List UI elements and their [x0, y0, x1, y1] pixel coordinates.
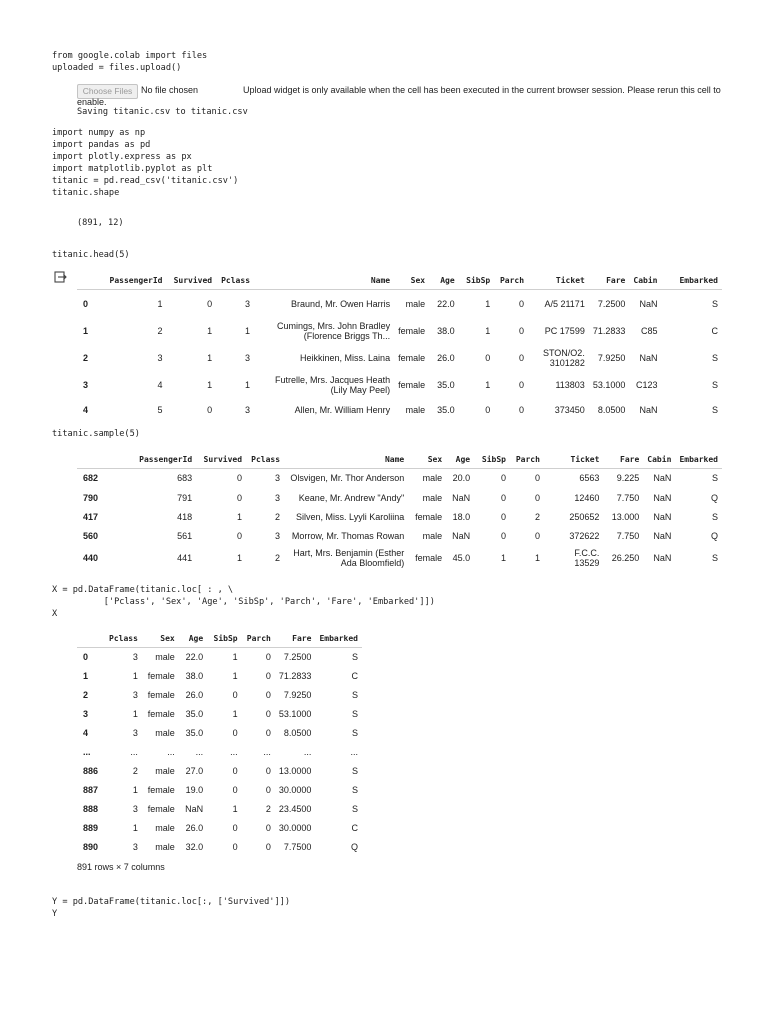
table-row	[77, 290, 722, 319]
table-cell: 45.0	[452, 553, 471, 563]
table-cell: 71.2833	[278, 671, 312, 681]
table-cell: C85	[640, 326, 658, 336]
table-cell: 1	[132, 709, 138, 719]
table-cell: 38.0	[437, 326, 455, 336]
table-cell: ...	[263, 747, 271, 757]
table-cell: male	[155, 766, 175, 776]
table-cell: 7.2500	[283, 652, 312, 663]
table-cell: 0	[232, 690, 238, 700]
row-index: 417	[83, 512, 99, 522]
table-row	[77, 508, 722, 527]
column-header: Pclass	[246, 450, 284, 469]
column-header: Sex	[408, 450, 446, 469]
table-cell: 683	[177, 473, 193, 484]
table-cell: 1	[245, 326, 251, 336]
table-cell: 13.0000	[278, 766, 312, 776]
table-cell: 1	[207, 380, 213, 390]
row-index: 1	[83, 326, 89, 336]
table-cell: Olsvigen, Mr. Thor Anderson	[290, 473, 405, 484]
column-header: PassengerId	[117, 450, 197, 469]
table-cell: NaN	[185, 804, 204, 814]
column-header: Survived	[196, 450, 246, 469]
saving-message: Saving titanic.csv to titanic.csv	[77, 107, 248, 117]
table-row	[77, 648, 362, 667]
table-cell: 3	[275, 531, 281, 541]
table-cell: S	[351, 785, 358, 795]
table-cell: 0	[519, 405, 525, 415]
table-row	[77, 819, 362, 838]
row-index: 4	[83, 728, 89, 738]
table-cell: S	[351, 804, 358, 814]
features-dataframe-table	[77, 629, 362, 857]
table-cell: 3	[275, 492, 281, 503]
table-cell: 3	[245, 353, 251, 363]
table-cell: 561	[177, 531, 193, 541]
table-cell: NaN	[653, 531, 672, 541]
table-cell: C	[711, 326, 718, 336]
table-cell: 0	[265, 785, 271, 795]
table-cell: 26.0	[185, 823, 204, 833]
table-cell: S	[711, 353, 718, 363]
row-index: 0	[83, 652, 89, 663]
table-cell: 35.0	[185, 728, 204, 738]
code-cell-target[interactable]: Y = pd.DataFrame(titanic.loc[:, ['Survived']]) Y	[52, 897, 290, 919]
row-index: 2	[83, 690, 89, 700]
table-cell: 2	[265, 804, 271, 814]
table-cell: 22.0	[437, 299, 455, 310]
table-cell: C123	[635, 380, 658, 390]
table-cell: male	[155, 842, 175, 852]
table-cell: 1	[132, 671, 138, 681]
table-row	[77, 705, 362, 724]
column-header: Fare	[275, 629, 316, 648]
table-cell: 2	[534, 512, 540, 522]
column-header: Pclass	[216, 271, 254, 290]
table-cell: 1	[232, 804, 238, 814]
table-cell: 0	[485, 405, 491, 415]
table-cell: NaN	[639, 299, 658, 310]
table-cell: ...	[350, 747, 358, 757]
table-row	[77, 527, 722, 546]
table-row	[77, 667, 362, 686]
table-cell: 30.0000	[278, 823, 312, 833]
table-cell: S	[351, 728, 358, 738]
code-cell-sample[interactable]: titanic.sample(5)	[52, 429, 140, 439]
table-cell: 20.0	[452, 473, 471, 484]
column-header: Cabin	[643, 450, 675, 469]
row-index: 560	[83, 531, 99, 541]
row-index: 4	[83, 405, 89, 415]
column-header: PassengerId	[106, 271, 167, 290]
table-cell: 3	[132, 842, 138, 852]
table-cell: Q	[710, 531, 718, 541]
table-cell: male	[422, 492, 443, 503]
table-cell: 6563	[579, 473, 600, 484]
table-cell: 1	[132, 823, 138, 833]
column-header: SibSp	[474, 450, 510, 469]
table-cell: 0	[237, 492, 243, 503]
table-cell: ...	[167, 747, 175, 757]
table-cell: 0	[232, 766, 238, 776]
table-row	[77, 344, 722, 373]
table-cell: 1	[485, 299, 491, 310]
table-cell: STON/O2. 3101282	[542, 348, 585, 368]
column-header: SibSp	[459, 271, 495, 290]
table-cell: Q	[350, 842, 358, 852]
code-cell-upload[interactable]: from google.colab import files uploaded = files.upload()	[52, 51, 208, 73]
table-cell: NaN	[653, 473, 672, 484]
table-cell: 0	[519, 326, 525, 336]
table-cell: 2	[157, 326, 163, 336]
table-cell: 53.1000	[592, 380, 626, 390]
table-cell: 1	[237, 553, 243, 563]
table-cell: Q	[710, 492, 718, 503]
table-cell: S	[711, 405, 718, 415]
table-cell: Heikkinen, Miss. Laina	[300, 353, 391, 363]
table-cell: PC 17599	[544, 326, 585, 336]
column-header	[77, 629, 105, 648]
table-row	[77, 724, 362, 743]
column-header: Name	[284, 450, 408, 469]
table-cell: NaN	[639, 405, 658, 415]
table-cell: A/5 21171	[544, 299, 585, 310]
table-cell: female	[415, 512, 443, 522]
table-cell: 3	[132, 690, 138, 700]
table-cell: female	[147, 671, 175, 681]
table-cell: 0	[232, 728, 238, 738]
table-cell: 3	[245, 299, 251, 310]
table-cell: male	[155, 728, 175, 738]
table-cell: 1	[534, 553, 540, 563]
table-cell: 113803	[555, 380, 585, 390]
table-cell: 5	[157, 405, 163, 415]
table-cell: C	[351, 671, 358, 681]
table-cell: 53.1000	[278, 709, 312, 719]
table-cell: 1	[207, 353, 213, 363]
table-cell: 0	[500, 492, 506, 503]
column-header: SibSp	[207, 629, 241, 648]
table-cell: NaN	[452, 531, 471, 541]
row-index: 887	[83, 785, 99, 795]
table-cell: male	[155, 823, 175, 833]
table-cell: male	[405, 299, 426, 310]
table-row	[77, 546, 722, 571]
row-index: 440	[83, 553, 99, 563]
table-cell: F.C.C. 13529	[574, 548, 600, 568]
shape-output: (891, 12)	[77, 218, 124, 228]
table-cell: male	[155, 652, 175, 663]
table-cell: 250652	[569, 512, 600, 522]
table-row	[77, 469, 722, 488]
table-cell: 7.750	[616, 531, 640, 541]
table-cell: Keane, Mr. Andrew "Andy"	[298, 492, 405, 503]
table-cell: 0	[519, 353, 525, 363]
row-index: 3	[83, 709, 89, 719]
table-cell: Cumings, Mrs. John Bradley (Florence Briggs Th...	[277, 321, 391, 341]
table-cell: female	[147, 785, 175, 795]
table-cell: 0	[232, 823, 238, 833]
table-cell: male	[405, 405, 426, 415]
column-header	[77, 271, 106, 290]
table-cell: male	[422, 473, 443, 484]
sample-dataframe-table	[77, 450, 722, 571]
table-cell: S	[711, 473, 718, 484]
table-cell: ...	[195, 747, 204, 757]
column-header: Survived	[166, 271, 216, 290]
choose-files-button[interactable]: Choose Files	[77, 84, 138, 99]
column-header: Sex	[394, 271, 429, 290]
table-cell: 1	[485, 326, 491, 336]
output-redirect-icon[interactable]	[54, 271, 67, 283]
table-cell: Braund, Mr. Owen Harris	[291, 299, 391, 310]
table-cell: Allen, Mr. William Henry	[294, 405, 391, 415]
table-cell: female	[147, 804, 175, 814]
table-cell: female	[415, 553, 443, 563]
table-cell: female	[398, 353, 426, 363]
table-row	[77, 800, 362, 819]
table-cell: 38.0	[185, 671, 204, 681]
table-row	[77, 838, 362, 857]
table-cell: S	[711, 512, 718, 522]
row-index: 888	[83, 804, 99, 814]
table-cell: 1	[500, 553, 506, 563]
table-cell: 8.0500	[597, 405, 626, 415]
table-cell: NaN	[639, 353, 658, 363]
table-cell: 0	[207, 299, 213, 310]
table-cell: female	[398, 380, 426, 390]
table-cell: 373450	[554, 405, 585, 415]
row-index: 1	[83, 671, 89, 681]
table-header-row	[77, 271, 722, 290]
column-header: Sex	[142, 629, 179, 648]
table-cell: 1	[245, 380, 251, 390]
table-cell: 4	[157, 380, 163, 390]
table-cell: 1	[232, 709, 238, 719]
table-cell: 0	[265, 709, 271, 719]
table-cell: 418	[177, 512, 193, 522]
table-cell: female	[147, 690, 175, 700]
table-cell: 2	[132, 766, 138, 776]
table-row	[77, 686, 362, 705]
table-cell: 1	[207, 326, 213, 336]
table-cell: S	[351, 709, 358, 719]
table-cell: 13.000	[611, 512, 640, 522]
column-header: Embarked	[315, 629, 362, 648]
table-footer-rows-count: 891 rows × 7 columns	[77, 862, 165, 872]
no-file-label: No file chosen	[141, 85, 199, 95]
table-row	[77, 743, 362, 762]
table-cell: male	[422, 531, 443, 541]
table-cell: 0	[534, 473, 540, 484]
table-cell: NaN	[452, 492, 471, 503]
table-cell: 7.750	[616, 492, 640, 503]
table-cell: S	[711, 380, 718, 390]
row-index: 889	[83, 823, 99, 833]
table-cell: 3	[157, 353, 163, 363]
column-header: Age	[446, 450, 474, 469]
table-cell: 22.0	[185, 652, 204, 663]
table-cell: 3	[275, 473, 281, 484]
row-index: 3	[83, 380, 89, 390]
table-cell: 27.0	[185, 766, 204, 776]
table-row	[77, 319, 722, 344]
table-cell: 0	[485, 353, 491, 363]
table-cell: 372622	[569, 531, 600, 541]
table-cell: 18.0	[452, 512, 471, 522]
code-cell-features[interactable]: X = pd.DataFrame(titanic.loc[ : , \ ['Pclass', 'Sex', 'Age', 'SibSp', 'Parch', 'Fare', 'Embarked']]) X	[52, 585, 435, 619]
table-cell: 0	[237, 531, 243, 541]
upload-widget-message-cont: enable.	[77, 97, 107, 107]
row-index: ...	[83, 747, 91, 757]
table-cell: S	[351, 766, 358, 776]
table-cell: 0	[265, 652, 271, 663]
table-cell: Silven, Miss. Lyyli Karoliina	[296, 512, 405, 522]
column-header: Age	[179, 629, 207, 648]
table-cell: S	[711, 299, 718, 310]
table-header-row	[77, 450, 722, 469]
table-cell: 3	[132, 728, 138, 738]
table-cell: 0	[265, 823, 271, 833]
table-row	[77, 488, 722, 508]
column-header: Name	[254, 271, 394, 290]
column-header: Parch	[494, 271, 528, 290]
table-cell: 0	[534, 492, 540, 503]
column-header: Ticket	[544, 450, 603, 469]
upload-widget-message: Upload widget is only available when the cell has been executed in the current browser session. Please rerun this cell to	[243, 85, 721, 95]
table-cell: 35.0	[185, 709, 204, 719]
column-header: Ticket	[528, 271, 589, 290]
column-header: Embarked	[675, 450, 722, 469]
row-index: 2	[83, 353, 89, 363]
table-cell: ...	[130, 747, 138, 757]
table-cell: 7.2500	[597, 299, 626, 310]
table-cell: 3	[132, 652, 138, 663]
table-cell: 35.0	[437, 380, 455, 390]
row-index: 890	[83, 842, 99, 852]
table-cell: ...	[303, 747, 312, 757]
column-header: Age	[429, 271, 459, 290]
table-cell: ...	[230, 747, 238, 757]
column-header: Parch	[510, 450, 544, 469]
table-cell: 7.9250	[283, 690, 312, 700]
table-cell: NaN	[653, 492, 672, 503]
table-cell: 7.9250	[597, 353, 626, 363]
table-cell: 26.0	[185, 690, 204, 700]
table-cell: Morrow, Mr. Thomas Rowan	[291, 531, 405, 541]
table-cell: Hart, Mrs. Benjamin (Esther Ada Bloomfield)	[293, 548, 405, 568]
table-cell: 0	[232, 842, 238, 852]
table-row	[77, 398, 722, 423]
table-cell: 71.2833	[592, 326, 626, 336]
column-header: Cabin	[629, 271, 661, 290]
column-header: Fare	[603, 450, 643, 469]
table-cell: S	[351, 690, 358, 700]
table-cell: 0	[207, 405, 213, 415]
table-cell: 7.7500	[283, 842, 312, 852]
table-cell: 8.0500	[283, 728, 312, 738]
table-cell: 0	[265, 728, 271, 738]
table-cell: 2	[275, 553, 281, 563]
table-cell: 1	[132, 785, 138, 795]
table-cell: 26.0	[437, 353, 455, 363]
table-cell: 30.0000	[278, 785, 312, 795]
code-cell-head[interactable]: titanic.head(5)	[52, 250, 130, 260]
table-cell: NaN	[653, 512, 672, 522]
table-cell: 3	[245, 405, 251, 415]
table-cell: S	[351, 652, 358, 663]
table-cell: 0	[500, 512, 506, 522]
table-cell: 35.0	[437, 405, 455, 415]
table-cell: 0	[265, 690, 271, 700]
table-cell: 2	[275, 512, 281, 522]
table-cell: 1	[232, 652, 238, 663]
table-cell: female	[147, 709, 175, 719]
table-cell: 9.225	[616, 473, 640, 484]
table-cell: 0	[265, 842, 271, 852]
column-header	[77, 450, 117, 469]
table-cell: 32.0	[185, 842, 204, 852]
table-cell: 1	[157, 299, 163, 310]
head-dataframe-table	[77, 271, 722, 423]
table-cell: 0	[265, 766, 271, 776]
table-cell: 0	[519, 380, 525, 390]
table-cell: 26.250	[611, 553, 640, 563]
table-cell: C	[351, 823, 358, 833]
table-cell: 0	[265, 671, 271, 681]
row-index: 790	[83, 492, 99, 503]
table-row	[77, 762, 362, 781]
table-cell: S	[711, 553, 718, 563]
table-cell: Futrelle, Mrs. Jacques Heath (Lily May Peel)	[275, 375, 391, 395]
table-cell: 1	[237, 512, 243, 522]
column-header: Fare	[589, 271, 630, 290]
code-cell-imports[interactable]: import numpy as np import pandas as pd import plotly.express as px import matplotlib.pyplot as plt titanic = pd.read_csv('titanic.csv') titanic.shape	[52, 128, 239, 198]
column-header: Embarked	[661, 271, 722, 290]
table-cell: 23.4500	[278, 804, 312, 814]
table-cell: 3	[132, 804, 138, 814]
column-header: Pclass	[105, 629, 142, 648]
table-cell: female	[398, 326, 426, 336]
row-index: 682	[83, 473, 99, 484]
table-cell: 0	[500, 473, 506, 484]
table-row	[77, 373, 722, 398]
table-cell: 0	[519, 299, 525, 310]
table-cell: 441	[177, 553, 193, 563]
table-cell: 0	[232, 785, 238, 795]
table-row	[77, 781, 362, 800]
column-header: Parch	[242, 629, 275, 648]
table-cell: NaN	[653, 553, 672, 563]
table-cell: 0	[237, 473, 243, 484]
table-header-row	[77, 629, 362, 648]
table-cell: 1	[232, 671, 238, 681]
row-index: 0	[83, 299, 89, 310]
table-cell: 12460	[574, 492, 600, 503]
table-cell: 19.0	[185, 785, 204, 795]
table-cell: 0	[500, 531, 506, 541]
table-cell: 0	[534, 531, 540, 541]
table-cell: 1	[485, 380, 491, 390]
table-cell: 791	[177, 492, 193, 503]
row-index: 886	[83, 766, 99, 776]
